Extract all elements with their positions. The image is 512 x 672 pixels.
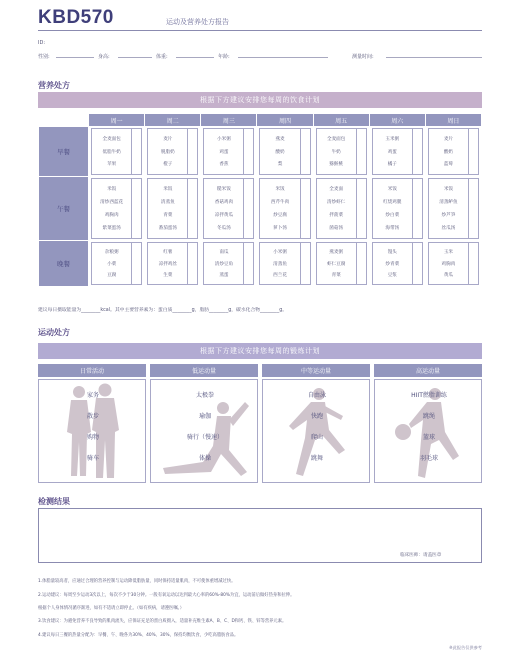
meal-item-list [92,243,131,284]
checkbox-column[interactable] [468,179,478,238]
meal-item-list [148,179,187,238]
meal-item-list [373,179,412,238]
clinician-signature-label: 临床医师：请盖医章 [400,553,442,558]
meal-cell-box [147,128,198,175]
exercise-section-title: 运动处方 [38,328,70,337]
checkbox-column[interactable] [300,243,310,284]
meal-item: 西芹牛肉 [270,200,290,205]
day-header: 周日 [425,114,481,127]
weight-label: 体重: [156,54,168,60]
meal-item: 燕麦粥 [329,249,344,255]
meal-cell-box [259,178,310,239]
meal-cell [145,177,201,241]
day-header: 周五 [313,114,369,127]
activity-box-medium [262,379,370,483]
checkbox-column[interactable] [468,129,478,174]
meal-item: 小菜 [107,261,117,267]
day-header: 周三 [201,114,257,127]
meal-item: 糙米饭 [217,187,231,192]
meal-item-list [373,243,412,284]
diet-banner: 根据下方建议安排您每周的饮食计划 [38,92,482,108]
note-line: 根据个人身体情况循序渐进，如有不适请立即停止。（如有疾病，请遵医嘱。） [38,606,185,611]
meal-item: 牛奶 [331,149,341,155]
meal-item: 小米粥 [273,249,287,255]
meal-cell [201,177,257,241]
activity-item: HIIT燃脂训练 [411,392,447,399]
meal-cell [89,241,145,287]
checkbox-column[interactable] [131,129,141,174]
meal-cell [369,177,425,241]
meal-item: 豆腐 [107,273,117,279]
meal-cell [145,241,201,287]
day-header: 周四 [257,114,313,127]
meal-cell [89,127,145,177]
nutrition-section-title: 营养处方 [38,81,70,90]
activity-item: 跳绳 [422,413,435,420]
meal-item: 炒青菜 [385,261,400,267]
meal-item: 海带汤 [385,226,400,231]
meal-cell [145,127,201,177]
meal-item: 番茄蛋汤 [158,226,177,231]
meal-item-list [317,243,356,284]
activity-header-low: 低运动量 [150,364,258,377]
diet-table-header-row [39,114,482,127]
diet-table-corner [39,114,89,127]
meal-item: 米饭 [107,187,117,192]
activity-item: 自由泳 [307,392,326,399]
meal-cell [425,127,481,177]
meal-item: 清炒西蓝花 [100,200,124,205]
activity-item: 散步 [86,413,99,420]
meal-item-list [260,179,299,238]
results-section-title: 检测结果 [38,497,70,506]
height-line [118,57,152,58]
meal-cell-box [91,128,142,175]
meal-item: 燕麦 [275,136,285,142]
meal-item: 米饭 [443,187,454,192]
checkbox-column[interactable] [300,179,310,238]
meal-cell [313,127,369,177]
footer-note: ※此报告仅供参考 [449,645,482,650]
gender-line [56,57,94,58]
logo: KBD570 [38,7,114,28]
checkbox-column[interactable] [412,243,422,284]
meal-cell-box [428,242,479,285]
meal-item: 炒白菜 [385,213,400,218]
meal-cell [369,241,425,287]
activity-box-high [374,379,482,483]
meal-item-list [92,179,131,238]
meal-item: 豆浆 [387,273,397,279]
meal-item: 黄瓜 [443,273,454,279]
meal-cell [257,177,313,241]
meal-item: 梨 [277,162,283,168]
meal-item-list [429,179,468,238]
activity-item: 瑜伽 [198,413,211,420]
meal-item: 凉拌黄瓜 [214,213,234,218]
meal-item: 香菇鸡肉 [214,200,234,205]
weight-line [176,57,214,58]
note-line: 2.运动建议：每周至少运动3次以上，每次不少于30分钟。一般有氧运动以达到最大心率的60%-80%为宜，运动前后做好热身和拉伸。 [38,593,295,598]
activity-header-high: 高运动量 [374,364,482,377]
activity-item: 骑车 [86,455,99,462]
activity-header-daily: 日常活动 [38,364,146,377]
meal-label: 晚餐 [39,241,89,287]
meal-item: 低脂牛奶 [102,149,121,155]
meal-item-list [429,129,468,174]
meal-item: 清蒸鲈鱼 [439,200,458,205]
meal-item: 猕猴桃 [329,162,344,168]
meal-item: 西兰花 [273,273,287,279]
meal-item: 青菜 [331,273,341,279]
meal-cell-box [91,178,142,239]
meal-item: 玉米粥 [385,136,400,142]
meal-cell-box [372,242,423,285]
meal-item: 紫菜蛋汤 [102,226,121,231]
activity-item: 骑行（慢速） [186,434,223,441]
meal-item-list [92,129,131,174]
checkbox-column[interactable] [412,179,422,238]
meal-item: 脱脂奶 [160,149,175,155]
meal-cell-box [203,128,254,175]
meal-item: 米饭 [275,187,285,192]
activity-item: 购物 [86,434,99,441]
meal-cell-box [259,128,310,175]
activity-item: 太极拳 [195,392,214,399]
meal-cell-box [147,242,198,285]
test-time-label: 测量时间: [352,54,374,60]
meal-cell [313,241,369,287]
meal-cell [369,127,425,177]
meal-item: 萝卜汤 [273,226,287,231]
meal-cell [257,241,313,287]
meal-cell-box [316,242,367,285]
meal-item: 蒸蛋 [219,273,229,279]
meal-cell-box [428,128,479,175]
document-title: 运动及营养处方报告 [166,18,229,26]
meal-item: 香蕉 [219,162,229,168]
meal-item: 虾仁豆腐 [326,261,346,267]
header-divider [38,30,482,31]
meal-item: 清炒豆角 [214,261,234,267]
meal-cell-box [203,242,254,285]
meal-item-list [148,129,187,174]
meal-item: 全麦面包 [102,136,121,142]
meal-cell-box [372,178,423,239]
meal-item-list [317,179,356,238]
meal-item: 菌菇汤 [329,226,344,231]
meal-cell [89,177,145,241]
checkbox-column[interactable] [243,243,253,284]
meal-item-list [429,243,468,284]
meal-item: 杂粮粥 [104,249,119,255]
meal-item: 麦片 [443,136,454,142]
activity-item: 篮球 [422,434,435,441]
meal-label: 早餐 [39,127,89,177]
meal-cell-box [372,128,423,175]
day-header: 周六 [369,114,425,127]
meal-cell [425,241,481,287]
checkbox-column[interactable] [131,179,141,238]
meal-cell-box [147,178,198,239]
activity-item: 羽毛球 [419,455,438,462]
meal-cell-box [316,128,367,175]
meal-item: 鸡胸肉 [104,213,119,218]
activity-item: 家务 [86,392,99,399]
meal-cell [201,127,257,177]
meal-item: 麦片 [163,136,173,142]
activity-item: 跳舞 [310,455,323,462]
test-time-line [386,57,482,58]
meal-item: 米饭 [163,187,173,192]
activity-box-daily [38,379,146,483]
meal-item: 橙子 [163,162,173,168]
activity-item: 爬山 [310,434,323,441]
meal-item: 炒豆腐 [273,213,287,218]
meal-label: 午餐 [39,177,89,241]
checkbox-column[interactable] [131,243,141,284]
meal-item: 馒头 [387,249,397,255]
meal-item: 蓝莓 [443,162,454,168]
meal-item-list [373,129,412,174]
checkbox-column[interactable] [468,243,478,284]
meal-item: 鸡蛋 [219,149,229,155]
meal-cell [257,127,313,177]
note-line: 3.饮食建议：为避免营养不良导致的肌肉流失，应保证充足的蛋白质摄入，适量补充维生素A、B、C、D和钙、铁、锌等营养元素。 [38,619,287,624]
meal-item: 生菜 [163,273,173,279]
meal-item: 小米粥 [217,136,231,142]
meal-row-lunch [39,177,482,241]
note-line: 1.体脂量较高者，应通过合理的营养控制与运动降低脂肪量，同时保持适量肌肉，不可使体重增减过快。 [38,579,236,584]
activity-header-medium: 中等运动量 [262,364,370,377]
meal-item: 苹果 [107,162,117,168]
checkbox-column[interactable] [356,243,366,284]
checkbox-column[interactable] [187,179,197,238]
meal-row-dinner [39,241,482,287]
checkbox-column[interactable] [187,243,197,284]
meal-item: 鸡胸肉 [441,261,456,267]
meal-item: 橘子 [387,162,397,168]
meal-item-list [317,129,356,174]
meal-item: 南瓜 [219,249,229,255]
meal-item: 青菜 [163,213,173,218]
checkbox-column[interactable] [300,129,310,174]
meal-item-list [260,129,299,174]
meal-cell-box [316,178,367,239]
meal-item-list [204,243,243,284]
meal-cell-box [91,242,142,285]
checkbox-column[interactable] [187,129,197,174]
meal-item: 鸡蛋 [387,149,397,155]
id-label: ID: [38,40,46,46]
meal-cell-box [203,178,254,239]
meal-item: 清蒸鱼 [160,200,175,205]
diet-plan-table [38,113,482,287]
checkbox-column[interactable] [356,179,366,238]
meal-item: 炒芦笋 [441,213,456,218]
meal-item: 丝瓜汤 [441,226,456,231]
day-header: 周二 [145,114,201,127]
note-line: 4.建议每日三餐的热量分配为：早餐、午、晚各为30%、40%、30%，保持均衡饮食，少吃高脂肪食品。 [38,633,239,638]
activity-item: 体操 [198,455,211,462]
meal-item: 红薯 [163,249,173,255]
exercise-banner: 根据下方建议安排您每周的锻炼计划 [38,343,482,359]
meal-cell [201,241,257,287]
meal-cell [313,177,369,241]
meal-item: 红烧鸡腿 [383,200,402,205]
meal-item-list [204,129,243,174]
meal-cell-box [428,178,479,239]
meal-item: 全麦面包 [326,136,346,142]
meal-item-list [260,243,299,284]
meal-item: 清蒸鱼 [273,261,287,267]
checkbox-column[interactable] [243,129,253,174]
meal-row-breakfast [39,127,482,177]
height-label: 身高: [98,54,110,60]
meal-item-list [204,179,243,238]
meal-item: 清炒虾仁 [326,200,346,205]
meal-item: 拌菠菜 [329,213,344,218]
gender-label: 性别: [38,54,50,60]
meal-item: 酸奶 [275,149,285,155]
energy-intake-line: 建议每日摄取能量为________kcal。其中主要营养素为：蛋白质________g，脂肪________g，碳水化合物________g。 [38,308,288,313]
activity-item: 快跑 [310,413,323,420]
day-header: 周一 [89,114,145,127]
meal-item: 凉拌鸡丝 [158,261,177,267]
meal-item: 玉米 [443,249,454,255]
meal-item: 全麦面 [329,187,344,192]
meal-item: 冬瓜汤 [217,226,231,231]
meal-item-list [148,243,187,284]
checkbox-column[interactable] [356,129,366,174]
meal-cell-box [259,242,310,285]
age-line [238,57,328,58]
meal-cell [425,177,481,241]
meal-item: 米饭 [387,187,397,192]
checkbox-column[interactable] [243,179,253,238]
checkbox-column[interactable] [412,129,422,174]
activity-box-low [150,379,258,483]
meal-item: 酸奶 [443,149,454,155]
age-label: 年龄: [218,54,230,60]
